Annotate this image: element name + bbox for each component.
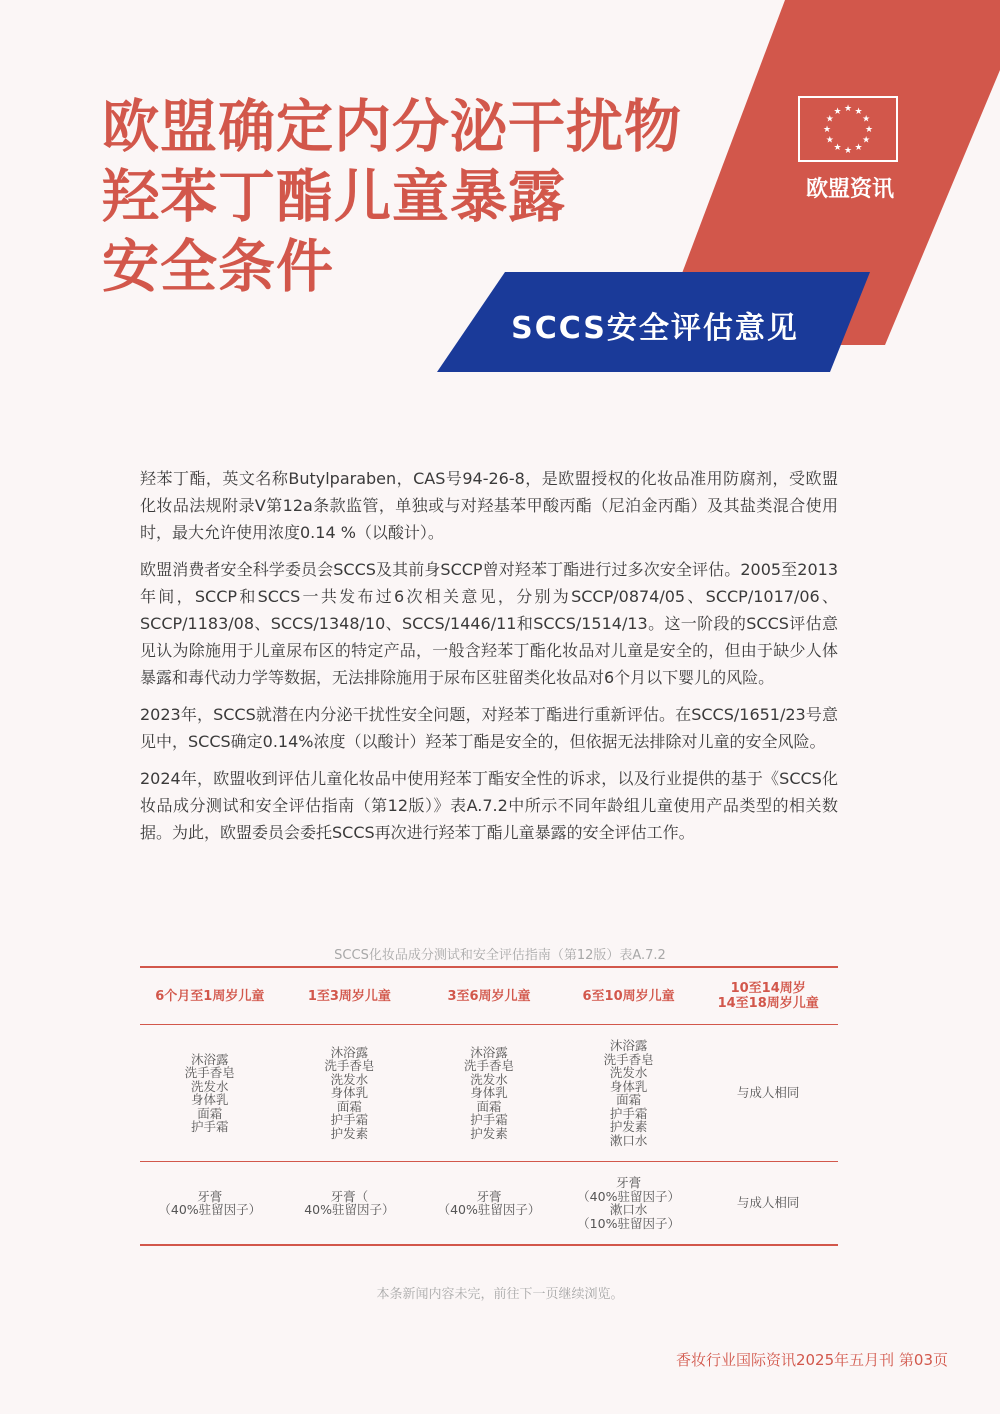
- table-cell: [280, 1046, 420, 1141]
- cell-line: 护手霜: [470, 1112, 508, 1128]
- banner-title: SCCS安全评估意见: [511, 311, 799, 346]
- cell-line: 身体乳: [470, 1085, 508, 1101]
- table-header-row: [140, 968, 838, 1025]
- paragraph: 2024年，欧盟收到评估儿童化妆品中使用羟苯丁酯安全性的诉求，以及行业提供的基于《SCCS化妆品成分测试和安全评估指南（第12版）》表A.7.2中所示不同年龄组儿童使用产品类型的相关数据。为此，欧盟委员会委托SCCS再次进行羟苯丁酯儿童暴露的安全评估工作。: [140, 769, 838, 842]
- cell-line: 沐浴露: [191, 1051, 229, 1067]
- eu-flag-icon: [798, 96, 898, 162]
- table-cell: [280, 1190, 420, 1217]
- cell-line: 洗手香皂: [603, 1051, 654, 1067]
- cell-line: 护发素: [609, 1119, 648, 1134]
- flag-star-icon: ★: [833, 106, 842, 117]
- cell-line: 牙膏（: [330, 1188, 369, 1204]
- paragraph: 欧盟消费者安全科学委员会SCCS及其前身SCCP曾对羟苯丁酯进行过多次安全评估。2005至2013年间，SCCP和SCCS一共发布过6次相关意见，分别为SCCP/0874/05、SCCP/1017/06、SCCP/1183/08、SCCS/1348/10、SCCS/1446/11和SCCS/1514/13。这一阶段的SCCS评估意见认为除施用于儿童尿布区的特定产品，一般含羟苯丁酯化妆品对儿童是安全的，但由于缺少人体暴露和毒代动力学等数据，无法排除施用于尿布区驻留类化妆品对6个月以下婴儿的风险。: [140, 560, 838, 687]
- paragraph: 羟苯丁酯，英文名称Butylparaben，CAS号94-26-8，是欧盟授权的化妆品准用防腐剂，受欧盟化妆品法规附录V第12a条款监管，单独或与对羟基苯甲酸丙酯（尼泊金丙酯）及其盐类混合使用时，最大允许使用浓度0.14 %（以酸计）。: [140, 469, 838, 542]
- cell-line: 6个月至1周岁儿童: [155, 988, 265, 1004]
- cell-line: 身体乳: [330, 1085, 369, 1101]
- cell-line: 护发素: [470, 1125, 508, 1141]
- cell-line: 面霜: [336, 1098, 362, 1114]
- cell-line: （40%驻留因子）: [437, 1202, 541, 1217]
- table-header-cell: [559, 989, 699, 1004]
- cell-line: 面霜: [197, 1105, 223, 1121]
- flag-star-icon: ★: [822, 125, 832, 135]
- cell-line: 10至14周岁: [730, 981, 806, 996]
- table-cell: [698, 1196, 838, 1210]
- table-cell: [140, 1190, 280, 1217]
- cell-line: 护手霜: [609, 1105, 648, 1121]
- table-cell: [140, 1053, 280, 1134]
- cell-line: 牙膏: [476, 1188, 502, 1204]
- cell-line: 洗发水: [609, 1065, 648, 1080]
- cell-line: 漱口水: [609, 1202, 648, 1217]
- cell-line: 漱口水: [609, 1132, 648, 1148]
- page-footer: 香妆行业国际资讯2025年五月刊 第03页: [675, 1351, 948, 1369]
- cell-line: 40%驻留因子）: [304, 1202, 395, 1217]
- age-group-table: [140, 966, 838, 1246]
- table-cell: [559, 1039, 699, 1147]
- cell-line: （40%驻留因子）: [158, 1202, 262, 1217]
- flag-star-icon: ★: [825, 135, 834, 146]
- table-cell: [698, 1086, 838, 1100]
- cell-line: 护手霜: [191, 1119, 229, 1134]
- flag-star-icon: ★: [843, 146, 853, 156]
- cell-line: 身体乳: [609, 1078, 648, 1094]
- cell-line: 面霜: [616, 1092, 642, 1107]
- article-body: [140, 465, 838, 856]
- flag-star-icon: ★: [825, 114, 834, 125]
- flag-star-icon: ★: [862, 114, 871, 125]
- cell-line: （10%驻留因子）: [577, 1215, 680, 1231]
- title-line: 羟苯丁酯儿童暴露: [102, 164, 566, 230]
- table-cell: [419, 1046, 559, 1141]
- cell-line: 洗发水: [330, 1071, 369, 1087]
- cell-line: 洗手香皂: [324, 1058, 375, 1074]
- table-header-cell: [419, 989, 559, 1004]
- cell-line: 洗发水: [470, 1071, 508, 1087]
- cell-line: 面霜: [476, 1098, 502, 1114]
- cell-line: 洗手香皂: [184, 1065, 235, 1080]
- table-cell: [559, 1176, 699, 1230]
- table-caption: SCCS化妆品成分测试和安全评估指南（第12版）表A.7.2: [334, 948, 666, 963]
- table-row: [140, 1162, 838, 1244]
- table-cell: [419, 1190, 559, 1217]
- cell-line: 沐浴露: [470, 1044, 508, 1060]
- cell-line: 与成人相同: [736, 1195, 800, 1211]
- cell-line: 牙膏: [197, 1188, 223, 1204]
- table-header-cell: [280, 989, 420, 1004]
- cell-line: （40%驻留因子）: [577, 1188, 680, 1204]
- flag-star-icon: ★: [843, 104, 853, 114]
- title-line: 安全条件: [102, 234, 334, 300]
- flag-star-icon: ★: [854, 143, 863, 154]
- table-row: [140, 1025, 838, 1162]
- cell-line: 14至18周岁儿童: [717, 996, 819, 1011]
- cell-line: 洗发水: [191, 1078, 229, 1094]
- table-header-cell: [140, 989, 280, 1004]
- cell-line: 沐浴露: [330, 1044, 369, 1060]
- flag-star-icon: ★: [833, 143, 842, 154]
- continue-note: 本条新闻内容未完，前往下一页继续浏览。: [376, 1287, 624, 1302]
- cell-line: 3至6周岁儿童: [447, 988, 531, 1004]
- page-title: [102, 92, 682, 302]
- flag-star-icon: ★: [862, 135, 871, 146]
- cell-line: 护手霜: [330, 1112, 369, 1128]
- title-line: 欧盟确定内分泌干扰物: [102, 94, 682, 160]
- cell-line: 6至10周岁儿童: [582, 988, 675, 1004]
- flag-star-icon: ★: [864, 125, 874, 135]
- cell-line: 与成人相同: [736, 1085, 800, 1101]
- cell-line: 1至3周岁儿童: [307, 988, 391, 1004]
- cell-line: 护发素: [330, 1125, 369, 1141]
- table-header-cell: [698, 981, 838, 1011]
- cell-line: 沐浴露: [609, 1038, 648, 1053]
- flag-star-icon: ★: [854, 106, 863, 117]
- cell-line: 洗手香皂: [463, 1058, 514, 1074]
- paragraph: 2023年，SCCS就潜在内分泌干扰性安全问题，对羟苯丁酯进行重新评估。在SCCS/1651/23号意见中，SCCS确定0.14%浓度（以酸计）羟苯丁酯是安全的，但依据无法排除对儿童的安全风险。: [140, 705, 838, 751]
- eu-news-label: 欧盟资讯: [805, 177, 894, 202]
- cell-line: 身体乳: [191, 1092, 229, 1107]
- cell-line: 牙膏: [616, 1175, 642, 1190]
